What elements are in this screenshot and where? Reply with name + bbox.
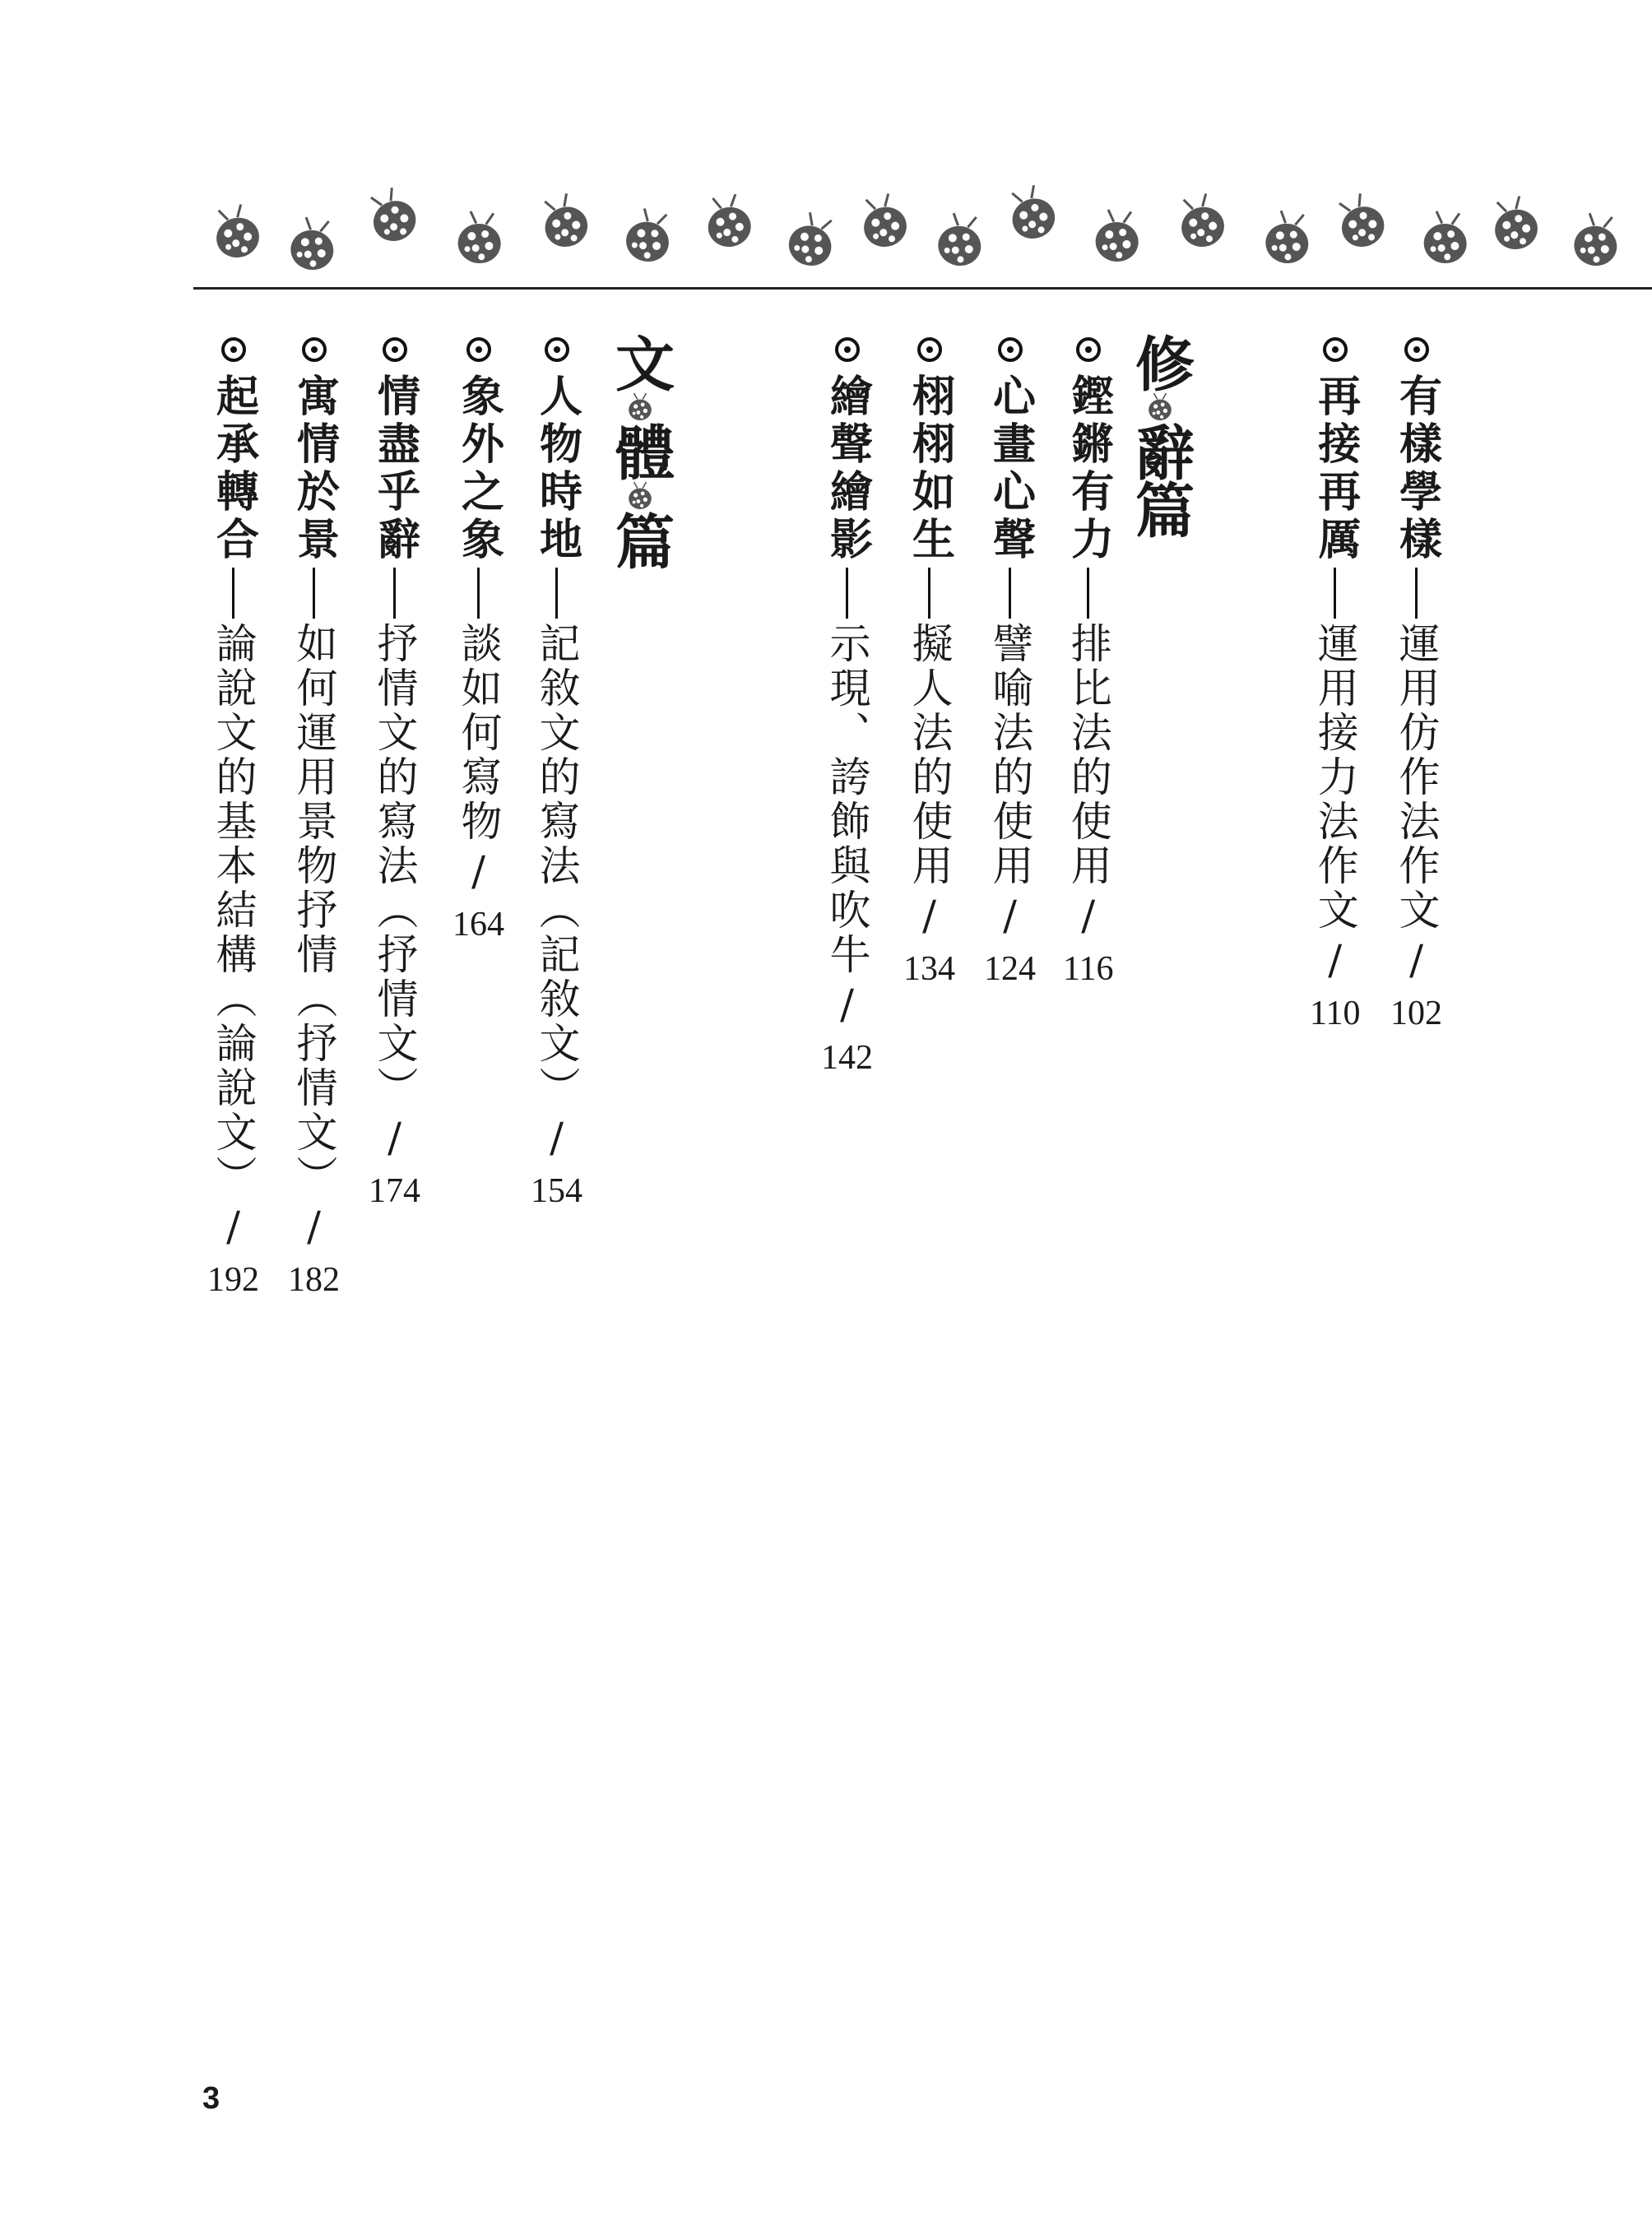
toc-entry-title: 鏗鏘有力 xyxy=(1063,373,1113,564)
toc-entry-description: 運用仿作法作文 xyxy=(1392,622,1441,933)
toc-entry[interactable] xyxy=(984,337,1036,989)
bullet-icon xyxy=(302,337,327,362)
toc-entry-description: 記敘文的寫法（記敘文） xyxy=(532,622,581,1111)
toc-entry-description: 抒情文的寫法（抒情文） xyxy=(370,622,419,1111)
ladybug-icon xyxy=(935,211,986,269)
toc-entry[interactable] xyxy=(207,337,259,1300)
section-heading-char: 辭 xyxy=(1125,422,1195,480)
em-dash xyxy=(1415,568,1418,619)
em-dash xyxy=(313,568,315,619)
ladybug-icon xyxy=(1174,191,1228,251)
ladybug-icon xyxy=(622,206,676,266)
ladybug-icon xyxy=(626,392,654,420)
toc-entry-description: 運用接力法作文 xyxy=(1311,622,1359,933)
section-heading-genre xyxy=(606,333,675,568)
toc-entry-page: 192 xyxy=(207,1261,259,1299)
ladybug-icon xyxy=(1330,189,1390,253)
em-dash xyxy=(555,568,558,619)
ladybug-icon xyxy=(703,192,754,250)
toc-entry[interactable] xyxy=(531,337,582,1211)
page-separator: / xyxy=(823,981,871,1032)
toc-entry-page: 134 xyxy=(903,950,955,988)
toc-entry-title: 起承轉合 xyxy=(208,373,258,564)
ladybug-icon xyxy=(1003,182,1060,244)
page-separator: / xyxy=(454,847,503,898)
em-dash xyxy=(846,568,848,619)
section-heading-char: 體 xyxy=(606,422,675,480)
ladybug-icon xyxy=(626,481,654,509)
page-separator: / xyxy=(209,1203,258,1254)
toc-entry[interactable] xyxy=(903,337,955,989)
toc-entry-page: 174 xyxy=(369,1172,420,1210)
section-heading-char: 篇 xyxy=(1125,480,1195,537)
em-dash xyxy=(1087,568,1089,619)
toc-entry-description: 論說文的基本結構（論說文） xyxy=(209,622,258,1199)
bullet-icon xyxy=(917,337,942,362)
toc-entry-page: 102 xyxy=(1390,995,1442,1032)
page-separator: / xyxy=(370,1114,419,1165)
page-separator: / xyxy=(1311,936,1359,987)
bullet-icon xyxy=(221,337,246,362)
ladybug-icon xyxy=(783,209,841,271)
toc-entry-page: 154 xyxy=(531,1172,582,1210)
bullet-icon xyxy=(383,337,407,362)
toc-entry-description: 如何運用景物抒情（抒情文） xyxy=(290,622,338,1199)
em-dash xyxy=(393,568,396,619)
toc-entry-page: 164 xyxy=(452,906,504,944)
section-heading-char: 修 xyxy=(1125,333,1195,391)
toc-entry-page: 124 xyxy=(984,950,1036,988)
ladybug-icon xyxy=(1571,211,1622,269)
toc-entry[interactable] xyxy=(821,337,873,1078)
bullet-icon xyxy=(1404,337,1429,362)
toc-entry-page: 110 xyxy=(1310,995,1361,1032)
page-separator: / xyxy=(1064,892,1112,943)
toc-entry-title: 人物時地 xyxy=(531,373,582,564)
em-dash xyxy=(928,568,930,619)
toc-entry[interactable] xyxy=(1390,337,1442,1033)
toc-entry-title: 寓情於景 xyxy=(289,373,339,564)
bullet-icon xyxy=(998,337,1023,362)
toc-entry-description: 譬喻法的使用 xyxy=(986,622,1034,888)
toc-entry[interactable] xyxy=(1063,337,1113,989)
header-divider xyxy=(193,287,1652,290)
ladybug-icon xyxy=(1487,193,1542,253)
toc-entry-description: 示現、誇飾與吹牛 xyxy=(823,622,871,977)
toc-entry[interactable] xyxy=(369,337,420,1211)
toc-entry-title: 情盡乎辭 xyxy=(369,373,420,564)
section-heading-char: 文 xyxy=(606,333,675,391)
bullet-icon xyxy=(466,337,491,362)
section-heading-char: 篇 xyxy=(606,511,675,568)
ladybug-icon xyxy=(1094,209,1141,263)
page-separator: / xyxy=(1392,936,1441,987)
toc-entry-description: 談如何寫物 xyxy=(454,622,503,844)
toc-entry[interactable] xyxy=(288,337,340,1300)
bullet-icon xyxy=(835,337,860,362)
toc-entry[interactable] xyxy=(452,337,504,944)
toc-entry[interactable] xyxy=(1310,337,1360,1033)
section-heading-rhetoric xyxy=(1125,333,1195,537)
ladybug-icon xyxy=(1422,211,1469,265)
bullet-icon xyxy=(545,337,569,362)
ladybug-icon xyxy=(288,216,339,273)
page-number: 3 xyxy=(202,2081,220,2116)
toc-entry-title: 繪聲繪影 xyxy=(822,373,872,564)
bullet-icon xyxy=(1076,337,1101,362)
toc-entry-page: 116 xyxy=(1063,950,1114,988)
ladybug-icon xyxy=(856,191,911,251)
toc-entry-title: 有樣學樣 xyxy=(1391,373,1441,564)
em-dash xyxy=(232,568,234,619)
toc-entry-description: 排比法的使用 xyxy=(1064,622,1112,888)
toc-entry-page: 182 xyxy=(288,1261,340,1299)
em-dash xyxy=(1009,568,1011,619)
ladybug-icon xyxy=(362,183,422,248)
em-dash xyxy=(1334,568,1336,619)
page-separator: / xyxy=(290,1203,338,1254)
bullet-icon xyxy=(1323,337,1348,362)
ladybug-icon xyxy=(457,211,503,265)
toc-entry-title: 再接再厲 xyxy=(1310,373,1360,564)
ladybug-icon xyxy=(1146,392,1174,420)
toc-entry-title: 栩栩如生 xyxy=(904,373,954,564)
toc-entry-page: 142 xyxy=(821,1039,873,1077)
page-separator: / xyxy=(532,1114,581,1165)
ladybug-icon xyxy=(1263,209,1314,267)
page-separator: / xyxy=(905,892,954,943)
page-separator: / xyxy=(986,892,1034,943)
toc-entry-title: 心畫心聲 xyxy=(985,373,1035,564)
ladybug-icon xyxy=(209,202,263,262)
toc-entry-title: 象外之象 xyxy=(453,373,503,564)
toc-entry-description: 擬人法的使用 xyxy=(905,622,954,888)
ladybug-decoration-row xyxy=(0,0,1652,288)
ladybug-icon xyxy=(536,190,593,253)
em-dash xyxy=(477,568,480,619)
